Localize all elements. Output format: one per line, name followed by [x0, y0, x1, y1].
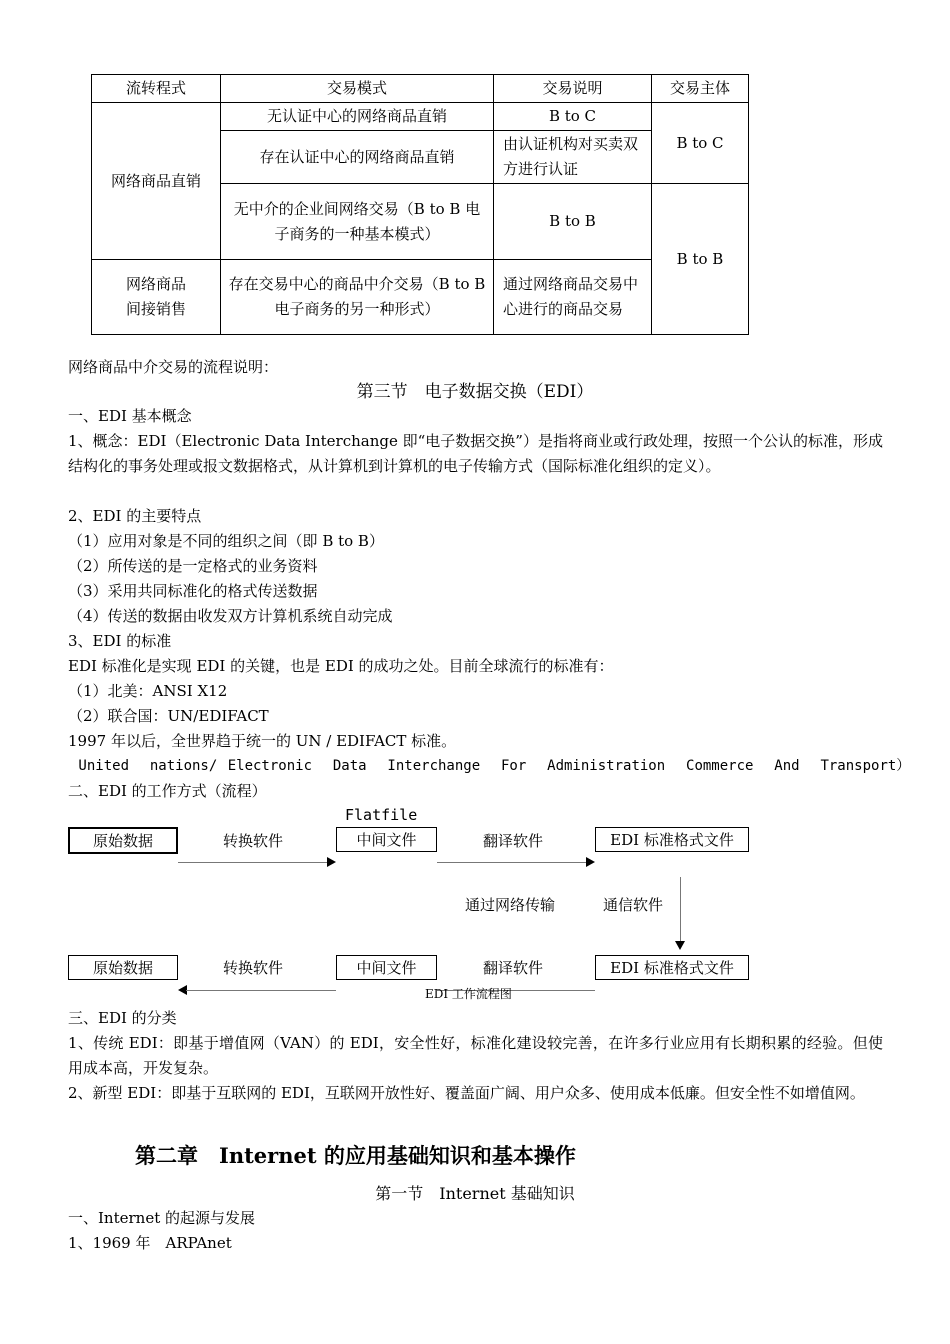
section-title: 第三节 电子数据交换（EDI） [356, 382, 594, 402]
heading-classification: 三、EDI 的分类 [68, 1009, 177, 1027]
standards-intro: EDI 标准化是实现 EDI 的关键，也是 EDI 的成功之处。目前全球流行的标准有： [68, 657, 614, 675]
bottom-convert-label: 转换软件 [223, 959, 284, 977]
table-cell-subject: B to B [652, 184, 749, 335]
standard-item: （2）联合国：UN/EDIFACT [68, 707, 269, 725]
intro-text: 网络商品中介交易的流程说明： [68, 358, 279, 376]
bottom-translate-label: 翻译软件 [483, 959, 544, 977]
heading-features: 2、EDI 的主要特点 [68, 507, 202, 525]
table-cell-desc: B to B [494, 184, 652, 260]
top-mid-file-box: 中间文件 [336, 827, 437, 852]
table-cell-indirect-sales [92, 260, 221, 335]
item-1969: 1、1969 年 ARPAnet [68, 1234, 232, 1252]
indirect-line-1: 网络商品 [125, 275, 186, 293]
paragraph-traditional-edi: 1、传统 EDI：即基于增值网（VAN）的 EDI，安全性好，标准化建设较完善，在许多行业应用有长期积累的经验。但使用成本高，开发复杂。 [68, 1034, 883, 1077]
table-header-desc: 交易说明 [494, 75, 652, 103]
bottom-mid-file-box: 中间文件 [336, 955, 437, 980]
top-raw-data-box: 原始数据 [68, 827, 178, 854]
table-header-mode: 交易模式 [221, 75, 494, 103]
table-cell-mode: 无认证中心的网络商品直销 [221, 103, 494, 131]
arrow-line [178, 862, 328, 863]
table-cell-subject: B to C [652, 103, 749, 184]
table-cell-mode: 存在交易中心的商品中介交易（B to B 电子商务的另一种形式） [221, 260, 494, 335]
comm-software-label: 通信软件 [603, 896, 664, 914]
heading-internet-origin: 一、Internet 的起源与发展 [68, 1209, 255, 1227]
edifact-full-name: United nations/ Electronic Data Interchange For Administration Commerce And Transport） [68, 758, 911, 774]
arrow-down-icon [675, 941, 685, 950]
arrow-line [680, 877, 681, 942]
paragraph-new-edi: 2、新型 EDI：即基于互联网的 EDI，互联网开放性好、覆盖面广阔、用户众多、使用成本低廉。但安全性不如增值网。 [68, 1084, 865, 1102]
indirect-line-2: 间接销售 [125, 300, 186, 318]
arrow-right-icon [327, 857, 336, 867]
standard-1997: 1997 年以后，全世界趋于统一的 UN / EDIFACT 标准。 [68, 732, 457, 750]
table-cell-direct-sales: 网络商品直销 [92, 103, 221, 260]
diagram-caption: EDI 工作流程图 [425, 987, 512, 1001]
table-cell-desc: 由认证机构对买卖双方进行认证 [494, 131, 652, 184]
arrow-right-icon [586, 857, 595, 867]
heading-standards: 3、EDI 的标准 [68, 632, 172, 650]
bottom-edi-file-box: EDI 标准格式文件 [595, 955, 749, 980]
trade-mode-table [91, 74, 749, 335]
section-title: 第一节 Internet 基础知识 [375, 1184, 575, 1203]
paragraph-concept: 1、概念：EDI（Electronic Data Interchange 即“电子数据交换”）是指将商业或行政处理，按照一个公认的标准，形成结构化的事务处理或报文数据格式，从计算机到计算机的电子传输方式（国际标准化组织的定义）。 [68, 432, 883, 475]
heading-workflow: 二、EDI 的工作方式（流程） [68, 782, 267, 800]
table-cell-desc: 通过网络商品交易中心进行的商品交易 [494, 260, 652, 335]
bottom-raw-data-box: 原始数据 [68, 955, 178, 980]
arrow-line [437, 862, 587, 863]
feature-item: （4）传送的数据由收发双方计算机系统自动完成 [68, 607, 393, 625]
table-header-subject: 交易主体 [652, 75, 749, 103]
table-cell-mode: 无中介的企业间网络交易（B to B 电子商务的一种基本模式） [221, 184, 494, 260]
table-cell-desc: B to C [494, 103, 652, 131]
standard-item: （1）北美：ANSI X12 [68, 682, 228, 700]
feature-item: （3）采用共同标准化的格式传送数据 [68, 582, 318, 600]
top-convert-label: 转换软件 [223, 832, 284, 850]
heading-edi-concept: 一、EDI 基本概念 [68, 407, 192, 425]
arrow-line [186, 990, 336, 991]
network-transmit-label: 通过网络传输 [465, 896, 556, 914]
chapter-title: 第二章 Internet 的应用基础知识和基本操作 [135, 1143, 576, 1168]
top-edi-file-box: EDI 标准格式文件 [595, 827, 749, 852]
feature-item: （2）所传送的是一定格式的业务资料 [68, 557, 318, 575]
table-cell-mode: 存在认证中心的网络商品直销 [221, 131, 494, 184]
feature-item: （1）应用对象是不同的组织之间（即 B to B） [68, 532, 384, 550]
flatfile-label: Flatfile [345, 806, 418, 824]
table-header-flow: 流转程式 [92, 75, 221, 103]
top-translate-label: 翻译软件 [483, 832, 544, 850]
